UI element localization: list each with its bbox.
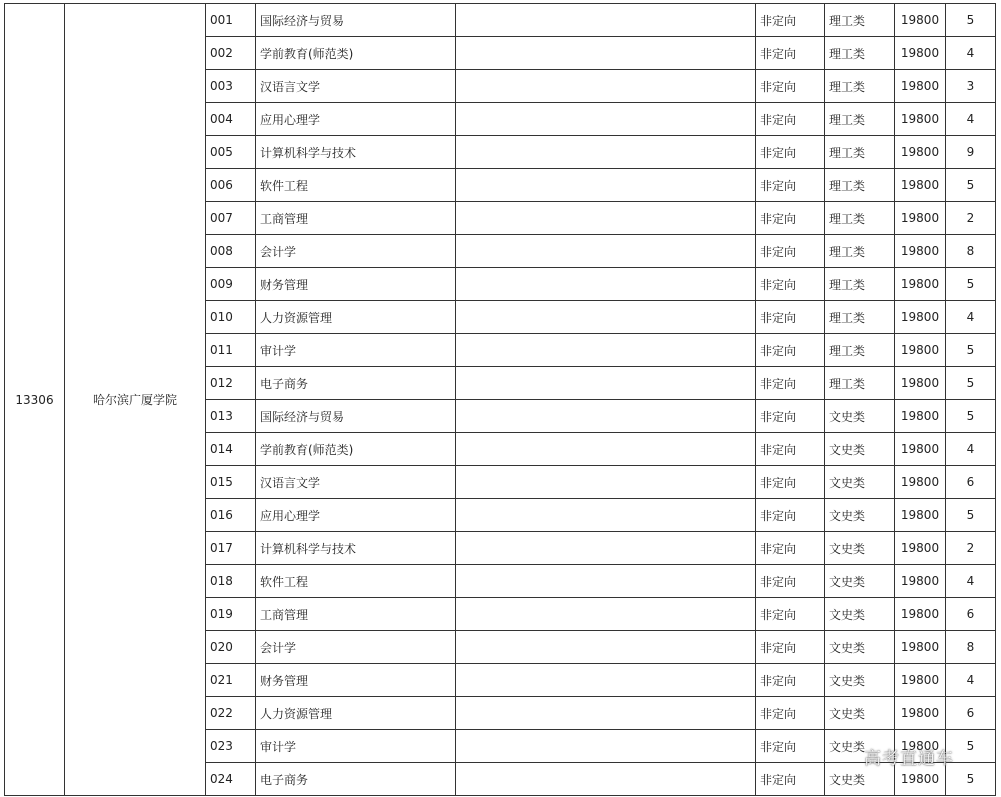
- tuition-cell: 19800: [895, 334, 946, 367]
- major-code-cell: 020: [206, 631, 256, 664]
- tuition-cell: 19800: [895, 136, 946, 169]
- plan-type-cell: 非定向: [756, 169, 825, 202]
- remarks-cell: [456, 631, 756, 664]
- remarks-cell: [456, 37, 756, 70]
- subject-category-cell: 理工类: [825, 202, 895, 235]
- plan-type-cell: 非定向: [756, 565, 825, 598]
- major-code-cell: 023: [206, 730, 256, 763]
- major-code-cell: 021: [206, 664, 256, 697]
- tuition-cell: 19800: [895, 37, 946, 70]
- remarks-cell: [456, 697, 756, 730]
- remarks-cell: [456, 334, 756, 367]
- remarks-cell: [456, 367, 756, 400]
- watermark-text: 高考直通车: [864, 749, 954, 769]
- major-name-cell: 工商管理: [256, 202, 456, 235]
- remarks-cell: [456, 466, 756, 499]
- major-name-cell: 电子商务: [256, 367, 456, 400]
- tuition-cell: 19800: [895, 499, 946, 532]
- subject-category-cell: 文史类: [825, 763, 895, 796]
- major-name-cell: 软件工程: [256, 169, 456, 202]
- major-code-cell: 019: [206, 598, 256, 631]
- plan-count-cell: 2: [946, 532, 996, 565]
- plan-count-cell: 5: [946, 400, 996, 433]
- tuition-cell: 19800: [895, 169, 946, 202]
- major-name-cell: 计算机科学与技术: [256, 532, 456, 565]
- subject-category-cell: 理工类: [825, 334, 895, 367]
- major-name-cell: 财务管理: [256, 664, 456, 697]
- major-name-cell: 人力资源管理: [256, 301, 456, 334]
- tuition-cell: 19800: [895, 631, 946, 664]
- subject-category-cell: 文史类: [825, 631, 895, 664]
- tuition-cell: 19800: [895, 466, 946, 499]
- tuition-cell: 19800: [895, 697, 946, 730]
- remarks-cell: [456, 202, 756, 235]
- plan-type-cell: 非定向: [756, 466, 825, 499]
- plan-type-cell: 非定向: [756, 697, 825, 730]
- remarks-cell: [456, 268, 756, 301]
- plan-count-cell: 6: [946, 466, 996, 499]
- subject-category-cell: 理工类: [825, 70, 895, 103]
- subject-category-cell: 理工类: [825, 235, 895, 268]
- major-code-cell: 002: [206, 37, 256, 70]
- remarks-cell: [456, 4, 756, 37]
- major-code-cell: 015: [206, 466, 256, 499]
- major-code-cell: 003: [206, 70, 256, 103]
- plan-type-cell: 非定向: [756, 763, 825, 796]
- plan-count-cell: 8: [946, 235, 996, 268]
- school-name-cell: 哈尔滨广厦学院: [65, 4, 206, 796]
- plan-count-cell: 4: [946, 37, 996, 70]
- subject-category-cell: 理工类: [825, 136, 895, 169]
- major-name-cell: 软件工程: [256, 565, 456, 598]
- tuition-cell: 19800: [895, 103, 946, 136]
- remarks-cell: [456, 730, 756, 763]
- plan-type-cell: 非定向: [756, 334, 825, 367]
- major-code-cell: 009: [206, 268, 256, 301]
- plan-type-cell: 非定向: [756, 499, 825, 532]
- remarks-cell: [456, 136, 756, 169]
- remarks-cell: [456, 565, 756, 598]
- plan-count-cell: 4: [946, 664, 996, 697]
- major-code-cell: 010: [206, 301, 256, 334]
- plan-count-cell: 4: [946, 433, 996, 466]
- major-name-cell: 学前教育(师范类): [256, 37, 456, 70]
- plan-type-cell: 非定向: [756, 301, 825, 334]
- tuition-cell: 19800: [895, 400, 946, 433]
- major-code-cell: 008: [206, 235, 256, 268]
- plan-count-cell: 8: [946, 631, 996, 664]
- tuition-cell: 19800: [895, 763, 946, 796]
- remarks-cell: [456, 103, 756, 136]
- major-name-cell: 应用心理学: [256, 499, 456, 532]
- subject-category-cell: 文史类: [825, 532, 895, 565]
- plan-type-cell: 非定向: [756, 664, 825, 697]
- tuition-cell: 19800: [895, 202, 946, 235]
- plan-count-cell: 4: [946, 565, 996, 598]
- subject-category-cell: 文史类: [825, 565, 895, 598]
- remarks-cell: [456, 301, 756, 334]
- plan-type-cell: 非定向: [756, 37, 825, 70]
- tuition-cell: 19800: [895, 565, 946, 598]
- plan-count-cell: 5: [946, 4, 996, 37]
- subject-category-cell: 理工类: [825, 367, 895, 400]
- plan-count-cell: 6: [946, 697, 996, 730]
- tuition-cell: 19800: [895, 70, 946, 103]
- tuition-cell: 19800: [895, 367, 946, 400]
- plan-type-cell: 非定向: [756, 532, 825, 565]
- remarks-cell: [456, 598, 756, 631]
- major-code-cell: 017: [206, 532, 256, 565]
- table-body: [5, 4, 996, 796]
- major-code-cell: 022: [206, 697, 256, 730]
- major-code-cell: 012: [206, 367, 256, 400]
- plan-type-cell: 非定向: [756, 268, 825, 301]
- plan-type-cell: 非定向: [756, 400, 825, 433]
- plan-type-cell: 非定向: [756, 4, 825, 37]
- plan-type-cell: 非定向: [756, 136, 825, 169]
- major-code-cell: 004: [206, 103, 256, 136]
- remarks-cell: [456, 763, 756, 796]
- tuition-cell: 19800: [895, 268, 946, 301]
- remarks-cell: [456, 169, 756, 202]
- major-name-cell: 审计学: [256, 730, 456, 763]
- plan-count-cell: 5: [946, 499, 996, 532]
- major-name-cell: 审计学: [256, 334, 456, 367]
- plan-count-cell: 9: [946, 136, 996, 169]
- subject-category-cell: 文史类: [825, 598, 895, 631]
- plan-count-cell: 3: [946, 70, 996, 103]
- subject-category-cell: 理工类: [825, 169, 895, 202]
- enrollment-plan-table: [4, 3, 996, 796]
- subject-category-cell: 理工类: [825, 103, 895, 136]
- plan-type-cell: 非定向: [756, 103, 825, 136]
- plan-type-cell: 非定向: [756, 433, 825, 466]
- remarks-cell: [456, 235, 756, 268]
- remarks-cell: [456, 70, 756, 103]
- plan-count-cell: 2: [946, 202, 996, 235]
- major-name-cell: 计算机科学与技术: [256, 136, 456, 169]
- major-code-cell: 006: [206, 169, 256, 202]
- subject-category-cell: 文史类: [825, 433, 895, 466]
- plan-type-cell: 非定向: [756, 235, 825, 268]
- major-name-cell: 学前教育(师范类): [256, 433, 456, 466]
- tuition-cell: 19800: [895, 598, 946, 631]
- subject-category-cell: 文史类: [825, 730, 895, 763]
- remarks-cell: [456, 532, 756, 565]
- enrollment-table-container: [4, 3, 996, 796]
- plan-type-cell: 非定向: [756, 730, 825, 763]
- remarks-cell: [456, 433, 756, 466]
- major-code-cell: 024: [206, 763, 256, 796]
- subject-category-cell: 文史类: [825, 466, 895, 499]
- plan-count-cell: 5: [946, 763, 996, 796]
- subject-category-cell: 理工类: [825, 4, 895, 37]
- major-name-cell: 人力资源管理: [256, 697, 456, 730]
- major-name-cell: 电子商务: [256, 763, 456, 796]
- tuition-cell: 19800: [895, 664, 946, 697]
- subject-category-cell: 理工类: [825, 301, 895, 334]
- major-name-cell: 国际经济与贸易: [256, 4, 456, 37]
- major-name-cell: 工商管理: [256, 598, 456, 631]
- subject-category-cell: 文史类: [825, 499, 895, 532]
- subject-category-cell: 理工类: [825, 37, 895, 70]
- table-row: [5, 4, 996, 37]
- school-code-cell: 13306: [5, 4, 65, 796]
- plan-count-cell: 4: [946, 301, 996, 334]
- plan-count-cell: 4: [946, 103, 996, 136]
- major-name-cell: 财务管理: [256, 268, 456, 301]
- tuition-cell: 19800: [895, 730, 946, 763]
- plan-count-cell: 5: [946, 169, 996, 202]
- tuition-cell: 19800: [895, 4, 946, 37]
- subject-category-cell: 文史类: [825, 400, 895, 433]
- major-name-cell: 会计学: [256, 235, 456, 268]
- plan-count-cell: 6: [946, 598, 996, 631]
- major-name-cell: 应用心理学: [256, 103, 456, 136]
- plan-count-cell: 5: [946, 367, 996, 400]
- major-name-cell: 会计学: [256, 631, 456, 664]
- remarks-cell: [456, 664, 756, 697]
- major-name-cell: 汉语言文学: [256, 70, 456, 103]
- major-code-cell: 005: [206, 136, 256, 169]
- tuition-cell: 19800: [895, 532, 946, 565]
- plan-count-cell: 5: [946, 334, 996, 367]
- subject-category-cell: 文史类: [825, 697, 895, 730]
- tuition-cell: 19800: [895, 235, 946, 268]
- plan-count-cell: 5: [946, 268, 996, 301]
- tuition-cell: 19800: [895, 433, 946, 466]
- major-code-cell: 011: [206, 334, 256, 367]
- subject-category-cell: 文史类: [825, 664, 895, 697]
- major-name-cell: 汉语言文学: [256, 466, 456, 499]
- major-code-cell: 007: [206, 202, 256, 235]
- plan-type-cell: 非定向: [756, 598, 825, 631]
- plan-count-cell: 5: [946, 730, 996, 763]
- remarks-cell: [456, 499, 756, 532]
- plan-type-cell: 非定向: [756, 202, 825, 235]
- major-code-cell: 014: [206, 433, 256, 466]
- remarks-cell: [456, 400, 756, 433]
- plan-type-cell: 非定向: [756, 367, 825, 400]
- major-code-cell: 001: [206, 4, 256, 37]
- major-code-cell: 013: [206, 400, 256, 433]
- plan-type-cell: 非定向: [756, 70, 825, 103]
- plan-type-cell: 非定向: [756, 631, 825, 664]
- tuition-cell: 19800: [895, 301, 946, 334]
- major-code-cell: 016: [206, 499, 256, 532]
- subject-category-cell: 理工类: [825, 268, 895, 301]
- major-code-cell: 018: [206, 565, 256, 598]
- major-name-cell: 国际经济与贸易: [256, 400, 456, 433]
